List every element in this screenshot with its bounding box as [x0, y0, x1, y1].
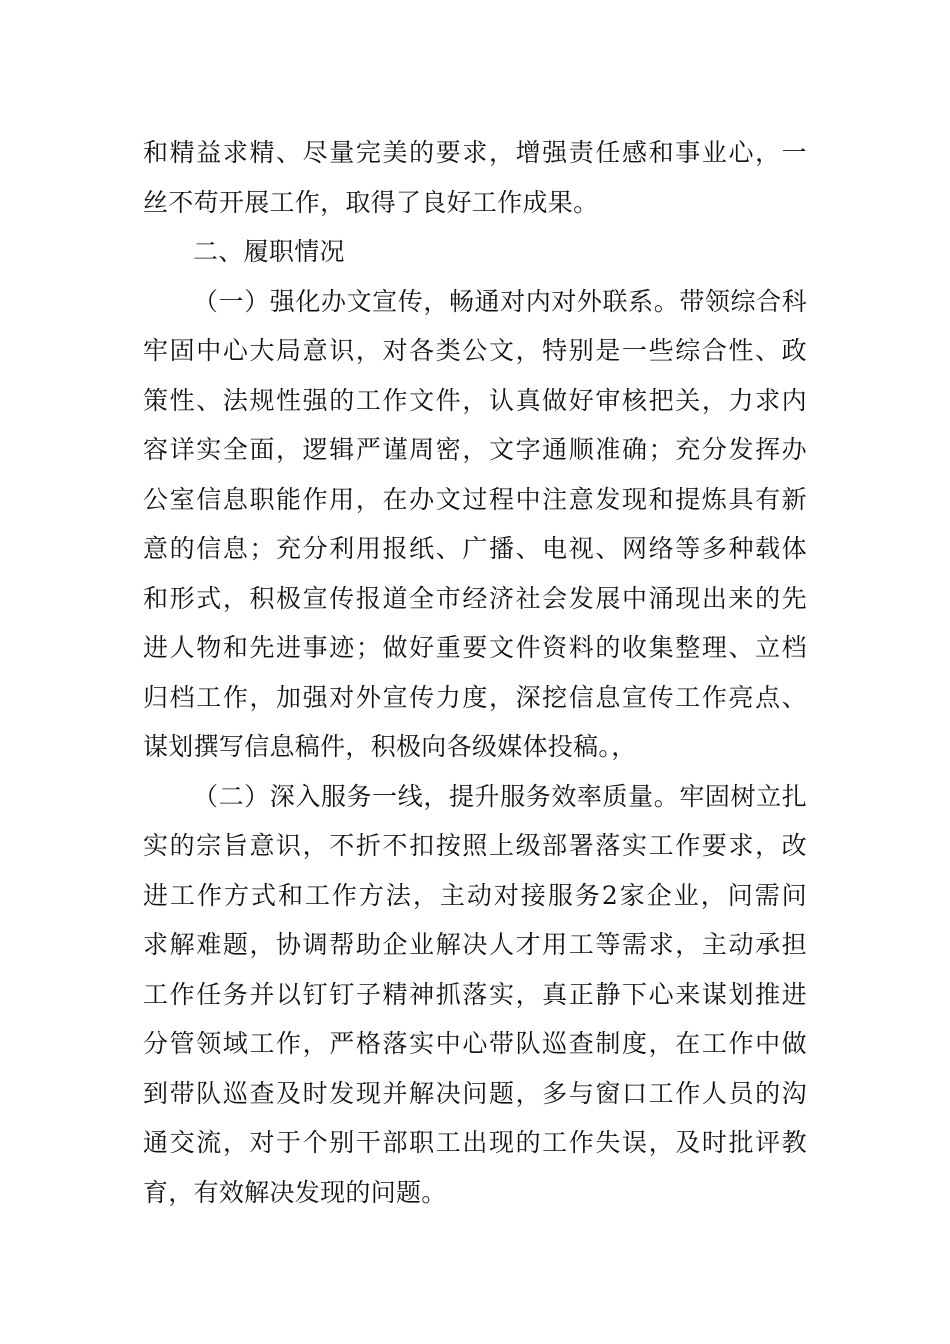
text-line: 和形式，积极宣传报道全市经济社会发展中涌现出来的先 — [143, 583, 807, 613]
text-line: 育，有效解决发现的问题。 — [143, 1177, 447, 1207]
text-line: 丝不苟开展工作，取得了良好工作成果。 — [143, 187, 599, 217]
text-line: 到带队巡查及时发现并解决问题，多与窗口工作人员的沟 — [143, 1078, 807, 1108]
text-line: 和精益求精、尽量完美的要求，增强责任感和事业心，一 — [143, 138, 807, 167]
text-line: 进工作方式和工作方法，主动对接服务2家企业，问需问 — [143, 880, 807, 910]
text-line: 归档工作，加强对外宣传力度，深挖信息宣传工作亮点、 — [143, 682, 807, 712]
text-line: 容详实全面，逻辑严谨周密，文字通顺准确；充分发挥办 — [143, 435, 807, 464]
paragraph-section-2 — [143, 772, 807, 1218]
text-line: 公室信息职能作用，在办文过程中注意发现和提炼具有新 — [143, 484, 807, 514]
text-line: 牢固中心大局意识，对各类公文，特别是一些综合性、政 — [143, 336, 807, 365]
section-heading — [143, 227, 807, 277]
paragraph-continuation — [143, 128, 807, 227]
text-line: （一）强化办文宣传，畅通对内对外联系。带领综合科 — [193, 286, 807, 316]
text-line: （二）深入服务一线，提升服务效率质量。牢固树立扎 — [193, 781, 807, 811]
paragraph-section-1 — [143, 277, 807, 772]
text-line: 实的宗旨意识，不折不扣按照上级部署落实工作要求，改 — [143, 831, 807, 860]
text-line: 工作任务并以钉钉子精神抓落实，真正静下心来谋划推进 — [143, 979, 807, 1009]
text-line: 进人物和先进事迹；做好重要文件资料的收集整理、立档 — [143, 633, 807, 662]
text-line: 求解难题，协调帮助企业解决人才用工等需求，主动承担 — [143, 930, 807, 959]
heading-line: 二、履职情况 — [193, 237, 345, 266]
text-line: 策性、法规性强的工作文件，认真做好审核把关，力求内 — [143, 385, 807, 415]
text-line: 意的信息；充分利用报纸、广播、电视、网络等多种载体 — [143, 534, 807, 563]
text-line: 分管领域工作，严格落实中心带队巡查制度，在工作中做 — [143, 1029, 807, 1058]
text-line: 通交流，对于个别干部职工出现的工作失误，及时批评教 — [143, 1128, 807, 1157]
document-body — [143, 128, 807, 1217]
text-line: 谋划撰写信息稿件，积极向各级媒体投稿。， — [143, 732, 637, 761]
